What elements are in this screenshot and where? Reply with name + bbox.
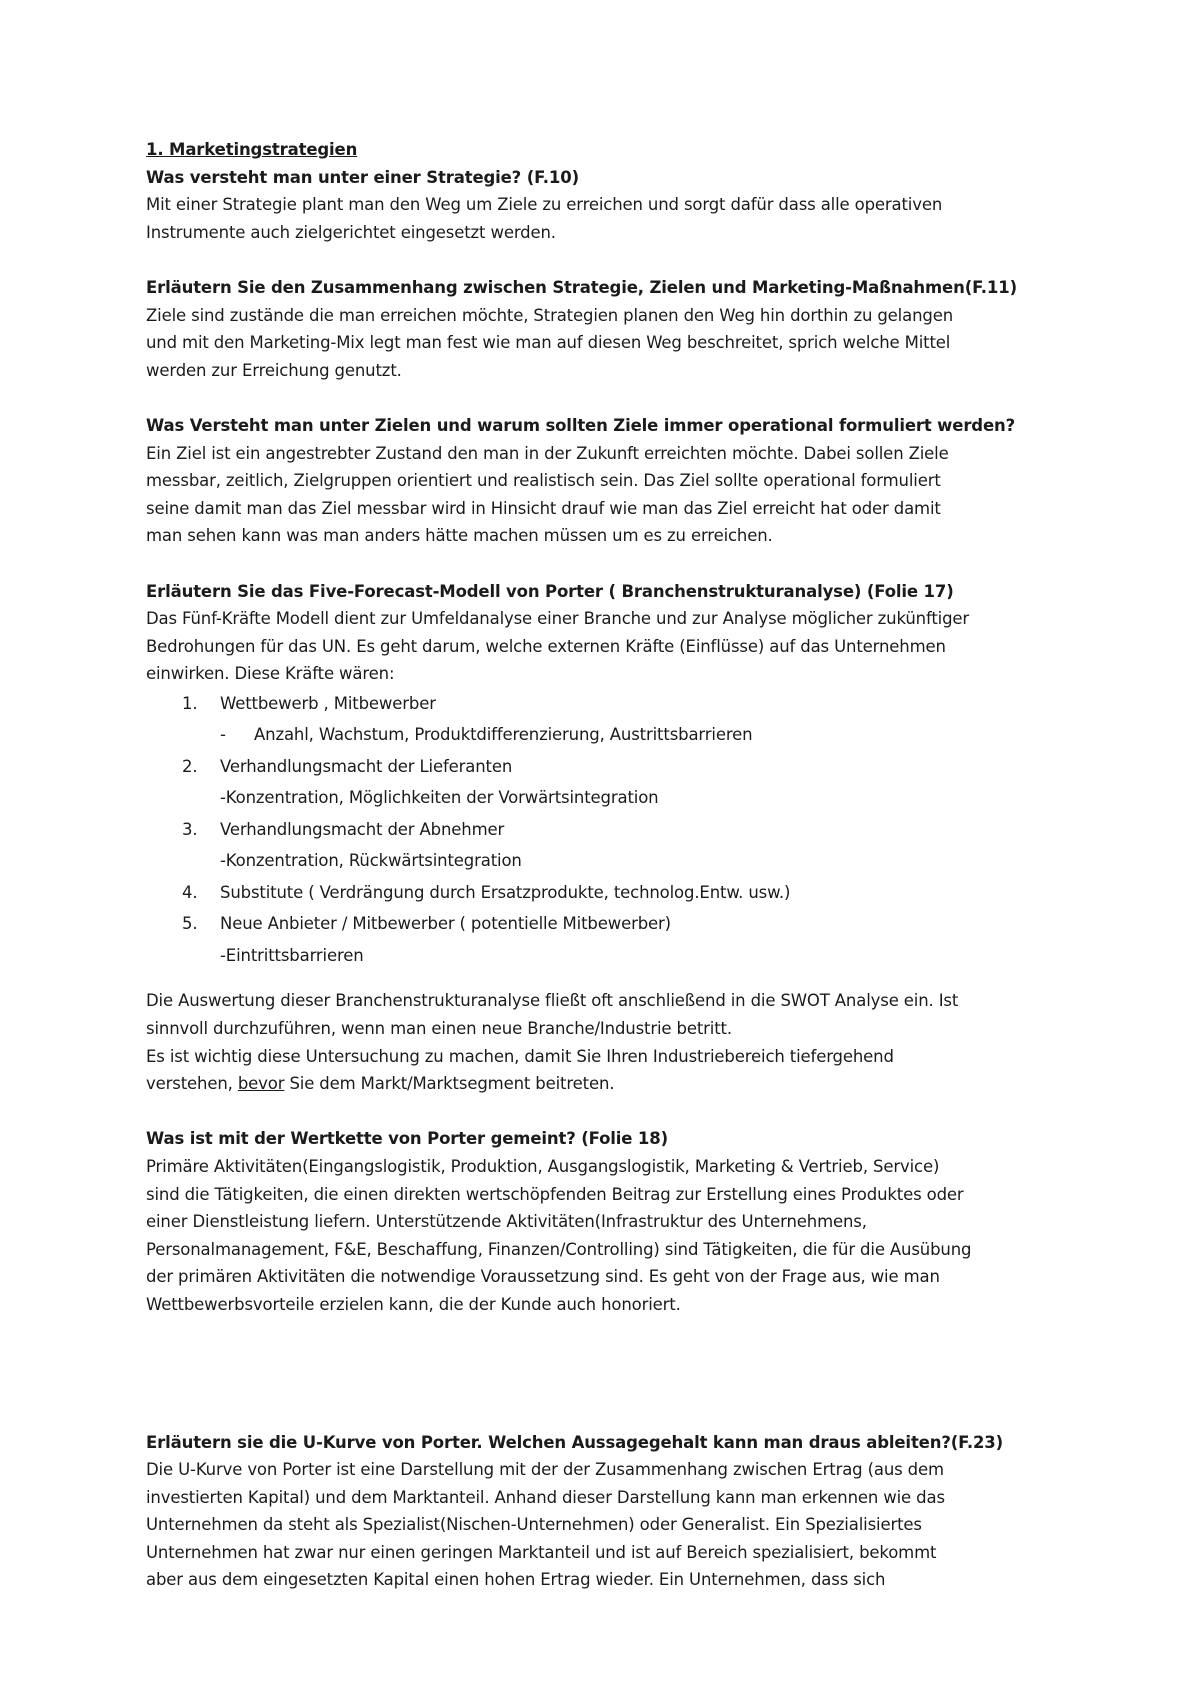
list-label: Verhandlungsmacht der Abnehmer bbox=[220, 819, 505, 839]
answer-line: Die U-Kurve von Porter ist eine Darstellung mit der der Zusammenhang zwischen Ertrag (aus dem bbox=[146, 1460, 944, 1480]
list-label: Substitute ( Verdrängung durch Ersatzprodukte, technolog.Entw. usw.) bbox=[220, 882, 791, 902]
list-item bbox=[146, 751, 1066, 814]
evaluation-line: sinnvoll durchzuführen, wenn man einen neue Branche/Industrie betritt. bbox=[146, 1018, 732, 1038]
answer-line: messbar, zeitlich, Zielgruppen orientiert und realistisch sein. Das Ziel sollte operational formuliert bbox=[146, 471, 941, 491]
list-number: 3. bbox=[182, 819, 198, 839]
answer-line: Mit einer Strategie plant man den Weg um Ziele zu erreichen und sorgt dafür dass alle operativen bbox=[146, 195, 943, 215]
list-label: Wettbewerb , Mitbewerber bbox=[220, 693, 436, 713]
question-five-forces: Erläutern Sie das Five-Forecast-Modell von Porter ( Branchenstrukturanalyse) (Folie 17) bbox=[146, 581, 954, 601]
list-detail: -Konzentration, Möglichkeiten der Vorwärtsintegration bbox=[220, 788, 659, 808]
answer-line: Das Fünf-Kräfte Modell dient zur Umfeldanalyse einer Branche und zur Analyse möglicher zukünftiger bbox=[146, 609, 970, 629]
forces-list bbox=[146, 688, 1066, 972]
answer-line: Instrumente auch zielgerichtet eingesetzt werden. bbox=[146, 222, 556, 242]
answer-line: der primären Aktivitäten die notwendige Voraussetzung sind. Es geht von der Frage aus, wie man bbox=[146, 1267, 940, 1287]
evaluation-text: Sie dem Markt/Marktsegment beitreten. bbox=[284, 1074, 615, 1094]
answer-line: Primäre Aktivitäten(Eingangslogistik, Produktion, Ausgangslogistik, Marketing & Vertrieb, Service) bbox=[146, 1156, 940, 1176]
document-page bbox=[146, 136, 1066, 1594]
section-title: 1. Marketingstrategien bbox=[146, 140, 358, 159]
question-u-curve: Erläutern sie die U-Kurve von Porter. Welchen Aussagegehalt kann man draus ableiten?(F.23) bbox=[146, 1432, 1003, 1452]
list-detail: Anzahl, Wachstum, Produktdifferenzierung, Austrittsbarrieren bbox=[254, 725, 753, 745]
underlined-word: bevor bbox=[237, 1074, 285, 1094]
question-value-chain: Was ist mit der Wertkette von Porter gemeint? (Folie 18) bbox=[146, 1129, 668, 1149]
list-number: 2. bbox=[182, 756, 198, 776]
answer-line: einwirken. Diese Kräfte wären: bbox=[146, 664, 395, 684]
evaluation-line bbox=[146, 1070, 1066, 1098]
answer-line: Bedrohungen für das UN. Es geht darum, welche externen Kräfte (Einflüsse) auf das Unternehmen bbox=[146, 636, 946, 656]
list-item bbox=[146, 688, 1066, 751]
list-number: 1. bbox=[182, 693, 198, 713]
answer-line: investierten Kapital) und dem Marktanteil. Anhand dieser Darstellung kann man erkennen wie das bbox=[146, 1487, 945, 1507]
list-item bbox=[146, 814, 1066, 877]
list-number: 4. bbox=[182, 882, 198, 902]
evaluation-text: verstehen, bbox=[146, 1074, 238, 1094]
answer-line: Unternehmen da steht als Spezialist(Nischen-Unternehmen) oder Generalist. Ein Spezialisiertes bbox=[146, 1515, 922, 1535]
answer-line: seine damit man das Ziel messbar wird in Hinsicht drauf wie man das Ziel erreicht hat oder damit bbox=[146, 498, 941, 518]
question-goals: Was Versteht man unter Zielen und warum sollten Ziele immer operational formuliert werden? bbox=[146, 415, 1016, 435]
evaluation-line: Die Auswertung dieser Branchenstrukturanalyse fließt oft anschließend in die SWOT Analyse ein. Ist bbox=[146, 991, 959, 1011]
answer-line: Wettbewerbsvorteile erzielen kann, die der Kunde auch honoriert. bbox=[146, 1294, 681, 1314]
list-dash: - bbox=[220, 725, 226, 745]
evaluation-line: Es ist wichtig diese Untersuchung zu machen, damit Sie Ihren Industriebereich tiefergehend bbox=[146, 1046, 894, 1066]
question-strategy: Was versteht man unter einer Strategie? (F.10) bbox=[146, 167, 579, 187]
list-label: Verhandlungsmacht der Lieferanten bbox=[220, 756, 513, 776]
answer-line: werden zur Erreichung genutzt. bbox=[146, 360, 402, 380]
answer-line: Unternehmen hat zwar nur einen geringen Marktanteil und ist auf Bereich spezialisiert, bekommt bbox=[146, 1542, 937, 1562]
answer-line: man sehen kann was man anders hätte machen müssen um es zu erreichen. bbox=[146, 526, 773, 546]
list-number: 5. bbox=[182, 914, 198, 934]
list-detail: -Eintrittsbarrieren bbox=[220, 945, 364, 965]
answer-line: Ziele sind zustände die man erreichen möchte, Strategien planen den Weg hin dorthin zu gelangen bbox=[146, 305, 954, 325]
question-relationship: Erläutern Sie den Zusammenhang zwischen Strategie, Zielen und Marketing-Maßnahmen(F.11) bbox=[146, 277, 1017, 297]
answer-line: und mit den Marketing-Mix legt man fest wie man auf diesen Weg beschreitet, sprich welche Mittel bbox=[146, 333, 951, 353]
answer-line: einer Dienstleistung liefern. Unterstützende Aktivitäten(Infrastruktur des Unternehmens, bbox=[146, 1212, 867, 1232]
list-detail: -Konzentration, Rückwärtsintegration bbox=[220, 851, 522, 871]
list-item bbox=[146, 908, 1066, 971]
answer-line: Ein Ziel ist ein angestrebter Zustand den man in der Zukunft erreichten möchte. Dabei sollen Ziele bbox=[146, 443, 949, 463]
list-item bbox=[146, 877, 1066, 909]
answer-line: aber aus dem eingesetzten Kapital einen hohen Ertrag wieder. Ein Unternehmen, dass sich bbox=[146, 1570, 886, 1590]
list-label: Neue Anbieter / Mitbewerber ( potentielle Mitbewerber) bbox=[220, 914, 671, 934]
answer-line: sind die Tätigkeiten, die einen direkten wertschöpfenden Beitrag zur Erstellung eines Produktes oder bbox=[146, 1184, 964, 1204]
answer-line: Personalmanagement, F&E, Beschaffung, Finanzen/Controlling) sind Tätigkeiten, die für die Ausübung bbox=[146, 1239, 972, 1259]
